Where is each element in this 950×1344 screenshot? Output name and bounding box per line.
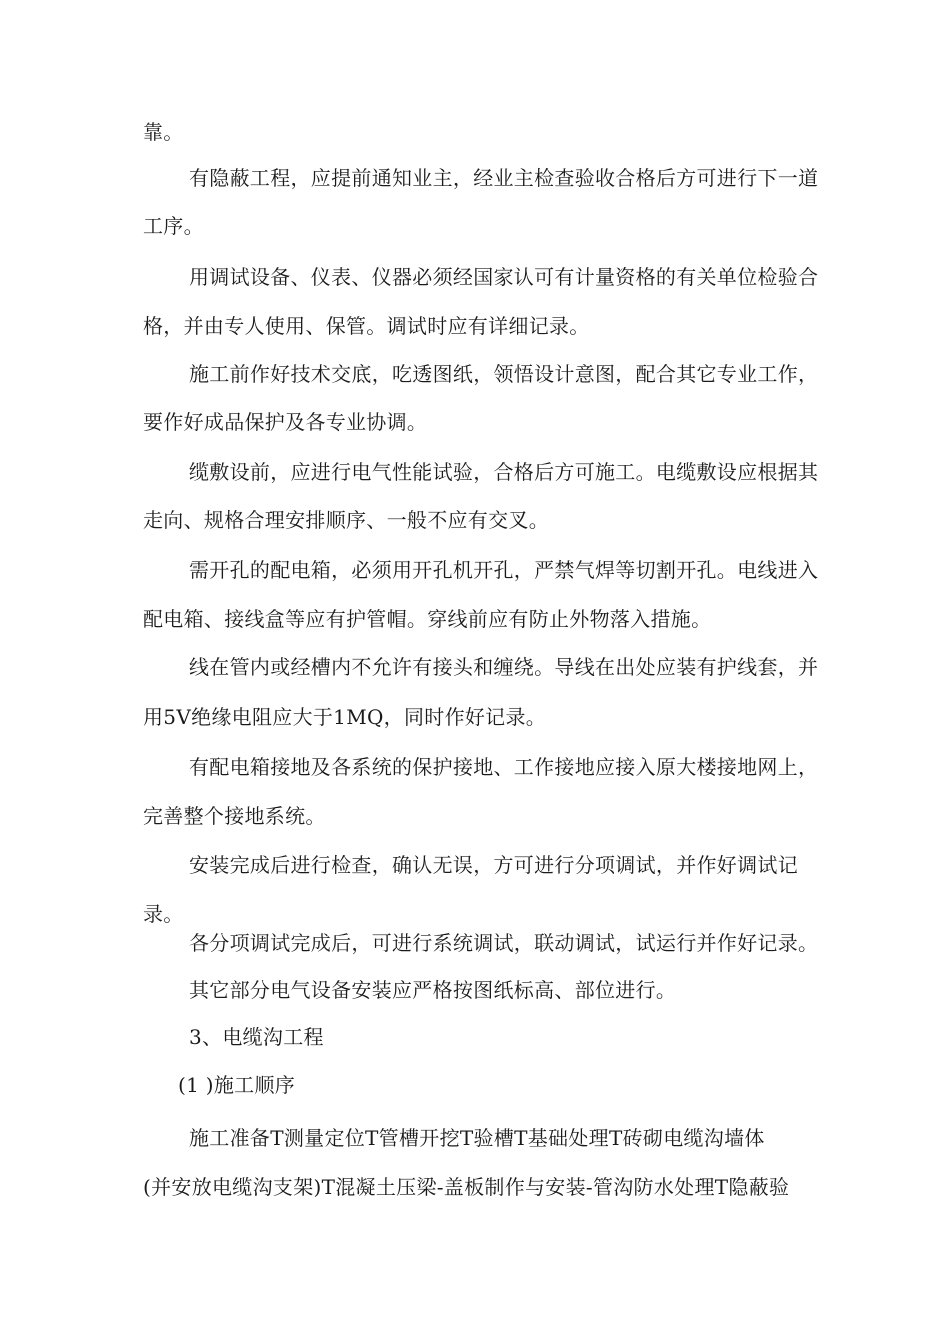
text-line: 格，并由专人使用、保管。调试时应有详细记录。	[143, 314, 590, 338]
text-line: 靠。	[143, 120, 184, 144]
text-line: 线在管内或经槽内不允许有接头和缠绕。导线在出处应装有护线套，并	[189, 655, 819, 679]
section-heading: 3、电缆沟工程	[189, 1025, 324, 1049]
text-line: 完善整个接地系统。	[143, 804, 326, 828]
text-line: 施工准备T测量定位T管槽开挖T验槽T基础处理T砖砌电缆沟墙体	[189, 1126, 765, 1150]
text-line: (并安放电缆沟支架)T混凝土压梁-盖板制作与安装-管沟防水处理T隐蔽验	[143, 1175, 790, 1199]
subsection-heading: (1 )施工顺序	[178, 1073, 296, 1097]
text-line: 施工前作好技术交底，吃透图纸，领悟设计意图，配合其它专业工作，	[189, 362, 819, 386]
text-line: 缆敷设前，应进行电气性能试验，合格后方可施工。电缆敷设应根据其	[189, 460, 819, 484]
text-line: 配电箱、接线盒等应有护管帽。穿线前应有防止外物落入措施。	[143, 607, 712, 631]
text-line: 安装完成后进行检查，确认无误，方可进行分项调试，并作好调试记	[189, 853, 798, 877]
text-line: 有配电箱接地及各系统的保护接地、工作接地应接入原大楼接地网上，	[189, 755, 819, 779]
text-line: 其它部分电气设备安装应严格按图纸标高、部位进行。	[189, 978, 677, 1002]
text-line: 用5V绝缘电阻应大于1MQ，同时作好记录。	[143, 705, 547, 729]
text-line: 录。	[143, 902, 184, 926]
text-line: 需开孔的配电箱，必须用开孔机开孔，严禁气焊等切割开孔。电线进入	[189, 558, 819, 582]
text-line: 走向、规格合理安排顺序、一般不应有交叉。	[143, 508, 549, 532]
text-line: 各分项调试完成后，可进行系统调试，联动调试，试运行并作好记录。	[189, 931, 819, 955]
text-line: 要作好成品保护及各专业协调。	[143, 410, 428, 434]
text-line: 有隐蔽工程，应提前通知业主，经业主检查验收合格后方可进行下一道	[189, 166, 819, 190]
text-line: 工序。	[143, 214, 204, 238]
text-line: 用调试设备、仪表、仪器必须经国家认可有计量资格的有关单位检验合	[189, 265, 819, 289]
